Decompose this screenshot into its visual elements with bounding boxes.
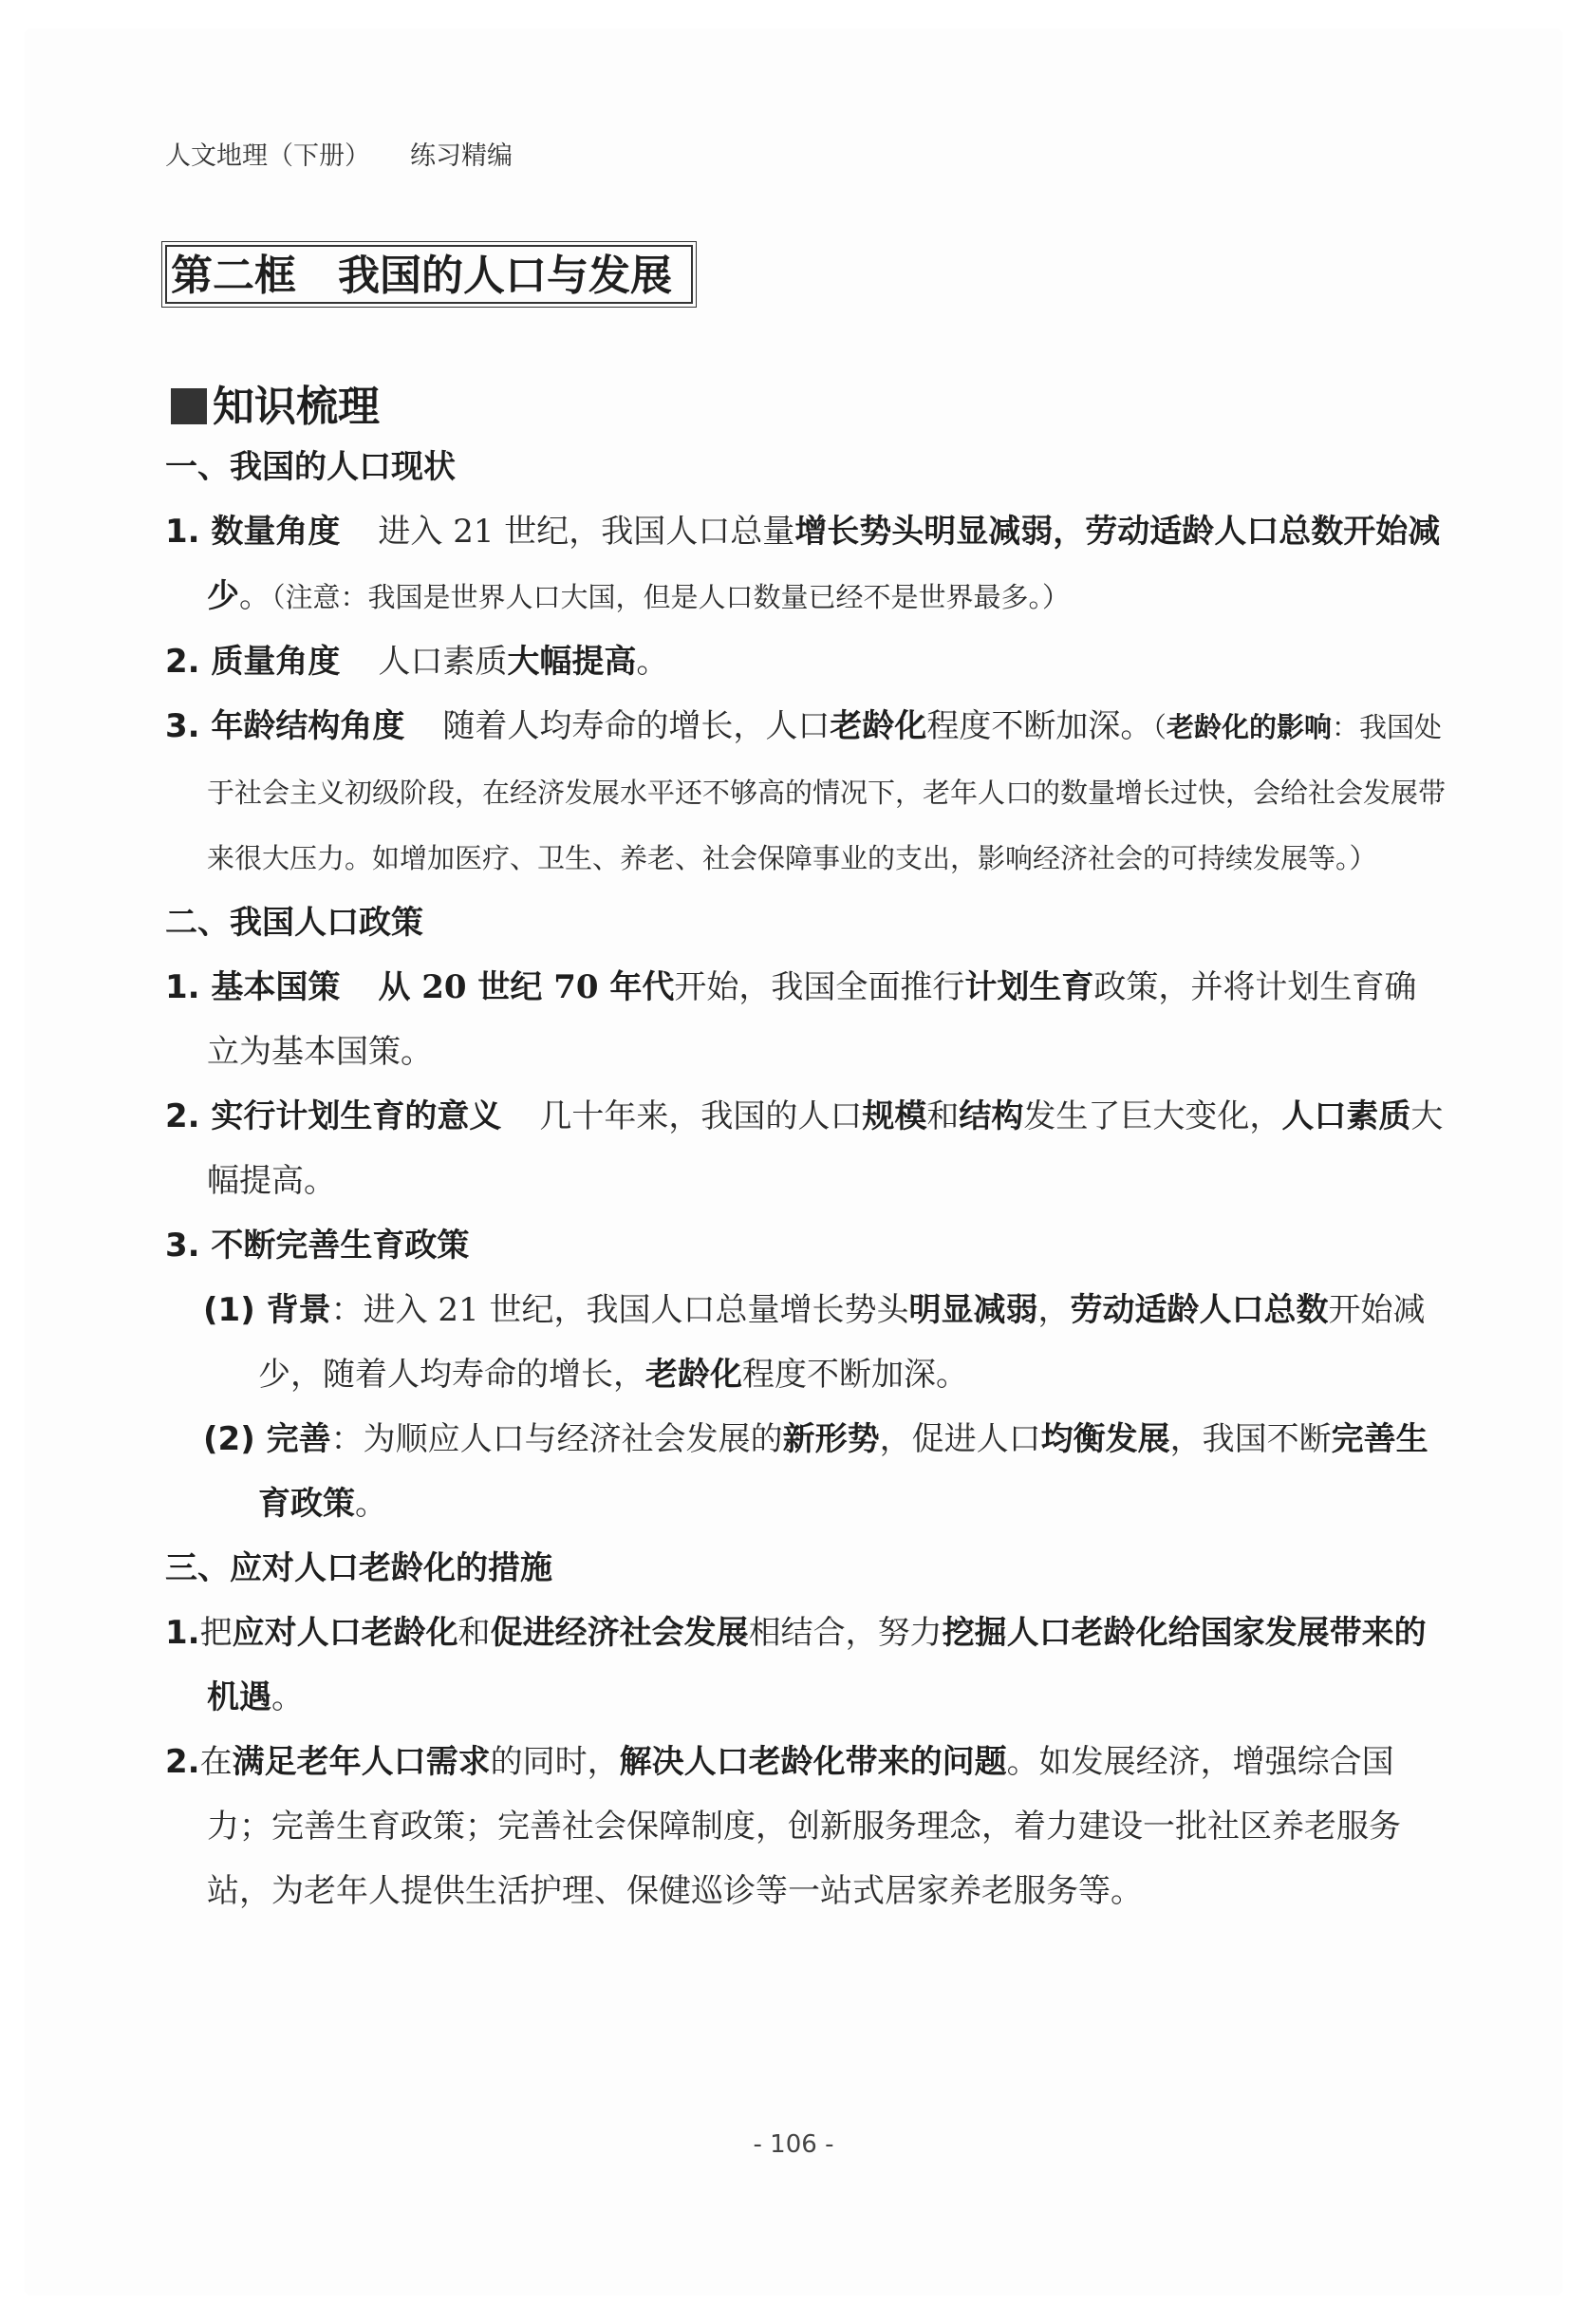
item-label: 1. 基本国策: [165, 968, 341, 1006]
page-number: - 106 -: [753, 2130, 834, 2159]
item-text: 相结合，努力: [748, 1614, 943, 1652]
sub-list-item: [165, 1407, 1447, 1536]
section-heading: [171, 372, 380, 433]
item-note: （老龄化的影响：我国处于社会主义初级阶段，在经济发展水平还不够高的情况下，老年人口的数量增长过快，会给社会发展带来很大压力。如增加医疗、卫生、养老、社会保障事业的支出，影响经济社会的可持续发展等。）: [207, 711, 1447, 874]
item-key-text: 均衡发展: [1040, 1420, 1170, 1458]
lesson-number: 第二框: [171, 252, 296, 300]
item-key-text: 结构: [959, 1097, 1024, 1135]
item-key-text: 应对人口老龄化: [232, 1614, 458, 1652]
item-label: (2) 完善: [203, 1420, 331, 1458]
list-item: [165, 1601, 1447, 1730]
item-label: 2. 实行计划生育的意义: [165, 1097, 502, 1135]
item-key-text: 老龄化: [830, 707, 927, 745]
item-key-text: 完善生育政策: [258, 1420, 1428, 1523]
heading-aging-measures: 三、应对人口老龄化的措施: [165, 1549, 552, 1587]
item-text: 大幅提高。: [207, 1097, 1444, 1200]
item-text: 和: [926, 1097, 960, 1135]
lesson-title: 我国的人口与发展: [338, 252, 672, 300]
item-key-text: 促进经济社会发展: [490, 1614, 749, 1652]
item-text: 程度不断加深。: [926, 707, 1153, 745]
list-item: [165, 629, 1447, 694]
item-text: 在: [199, 1743, 233, 1781]
item-text: 人口素质: [378, 643, 508, 681]
item-number: 2.: [165, 1743, 200, 1781]
item-key-text: 人口素质: [1281, 1097, 1411, 1135]
item-text: 开始减少，随着人均寿命的增长，: [258, 1291, 1426, 1394]
item-key-text: 从 20 世纪 70 年代: [378, 968, 675, 1006]
item-key-text: 新形势: [782, 1420, 880, 1458]
heading-population-policy: 二、我国人口政策: [165, 904, 423, 942]
list-item: [165, 1730, 1447, 1923]
item-label: 2. 质量角度: [165, 643, 341, 681]
item-text: 。: [271, 1678, 304, 1716]
list-item: [165, 499, 1447, 629]
item-note: （注意：我国是世界人口大国，但是人口数量已经不是世界最多。）: [271, 581, 1071, 613]
item-text: 的同时，: [490, 1743, 620, 1781]
item-text: 。: [355, 1485, 387, 1523]
black-square-icon: [171, 388, 207, 424]
item-text: ：进入 21 世纪，我国人口总量增长势头: [330, 1291, 909, 1329]
heading-population-status: 一、我国的人口现状: [165, 448, 456, 486]
item-text: 政策，并将计划生育确立为基本国策。: [207, 968, 1417, 1071]
lesson-title-box: [165, 245, 693, 304]
item-key-text: 劳动适龄人口总数: [1070, 1291, 1329, 1329]
item-text: 几十年来，我国的人口: [539, 1097, 863, 1135]
item-key-text: 计划生育: [964, 968, 1094, 1006]
header-series-title: 练习精编: [410, 141, 513, 171]
item-label: 3. 不断完善生育政策: [165, 1227, 470, 1265]
item-key-text: 老龄化: [645, 1356, 742, 1394]
item-key-text: 明显减弱: [908, 1291, 1038, 1329]
item-label: 3. 年龄结构角度: [165, 707, 405, 745]
item-text: ，促进人口: [879, 1420, 1041, 1458]
section-heading-text: 知识梳理: [213, 383, 380, 431]
item-number: 1.: [165, 1614, 200, 1652]
item-label: 1. 数量角度: [165, 513, 341, 551]
item-text: 。: [636, 643, 669, 681]
list-item: [165, 955, 1447, 1084]
item-text: ，我国不断: [1169, 1420, 1332, 1458]
item-text: 。: [239, 577, 271, 615]
item-text: 发生了巨大变化，: [1023, 1097, 1282, 1135]
item-key-text: 解决人口老龄化带来的问题: [619, 1743, 1007, 1781]
item-text: 和: [457, 1614, 491, 1652]
list-item: [165, 1084, 1447, 1213]
list-item: [165, 1213, 1447, 1278]
content-body: [165, 435, 1447, 1923]
item-text: 进入 21 世纪，我国人口总量: [378, 513, 795, 551]
item-label: (1) 背景: [203, 1291, 331, 1329]
item-key-text: 规模: [862, 1097, 927, 1135]
list-item: [165, 694, 1447, 890]
item-key-text: 增长势头明显减弱，劳动适龄人口总数开始减少: [207, 513, 1441, 615]
item-key-text: 满足老年人口需求: [232, 1743, 491, 1781]
item-key-text: 大幅提高: [507, 643, 637, 681]
item-text: 程度不断加深。: [742, 1356, 968, 1394]
item-key-text: 挖掘人口老龄化给国家发展带来的机遇: [207, 1614, 1427, 1716]
running-header: [165, 135, 513, 172]
sub-list-item: [165, 1278, 1447, 1407]
item-text: 随着人均寿命的增长，人口: [442, 707, 831, 745]
item-text: ，: [1037, 1291, 1071, 1329]
item-text: 。如发展经济，增强综合国力；完善生育政策；完善社会保障制度，创新服务理念，着力建设一批社区养老服务站，为老年人提供生活护理、保健巡诊等一站式居家养老服务等。: [207, 1743, 1401, 1910]
item-text: ：为顺应人口与经济社会发展的: [330, 1420, 783, 1458]
header-book-title: 人文地理（下册）: [165, 141, 370, 171]
item-text: 开始，我国全面推行: [674, 968, 965, 1006]
item-text: 把: [199, 1614, 233, 1652]
